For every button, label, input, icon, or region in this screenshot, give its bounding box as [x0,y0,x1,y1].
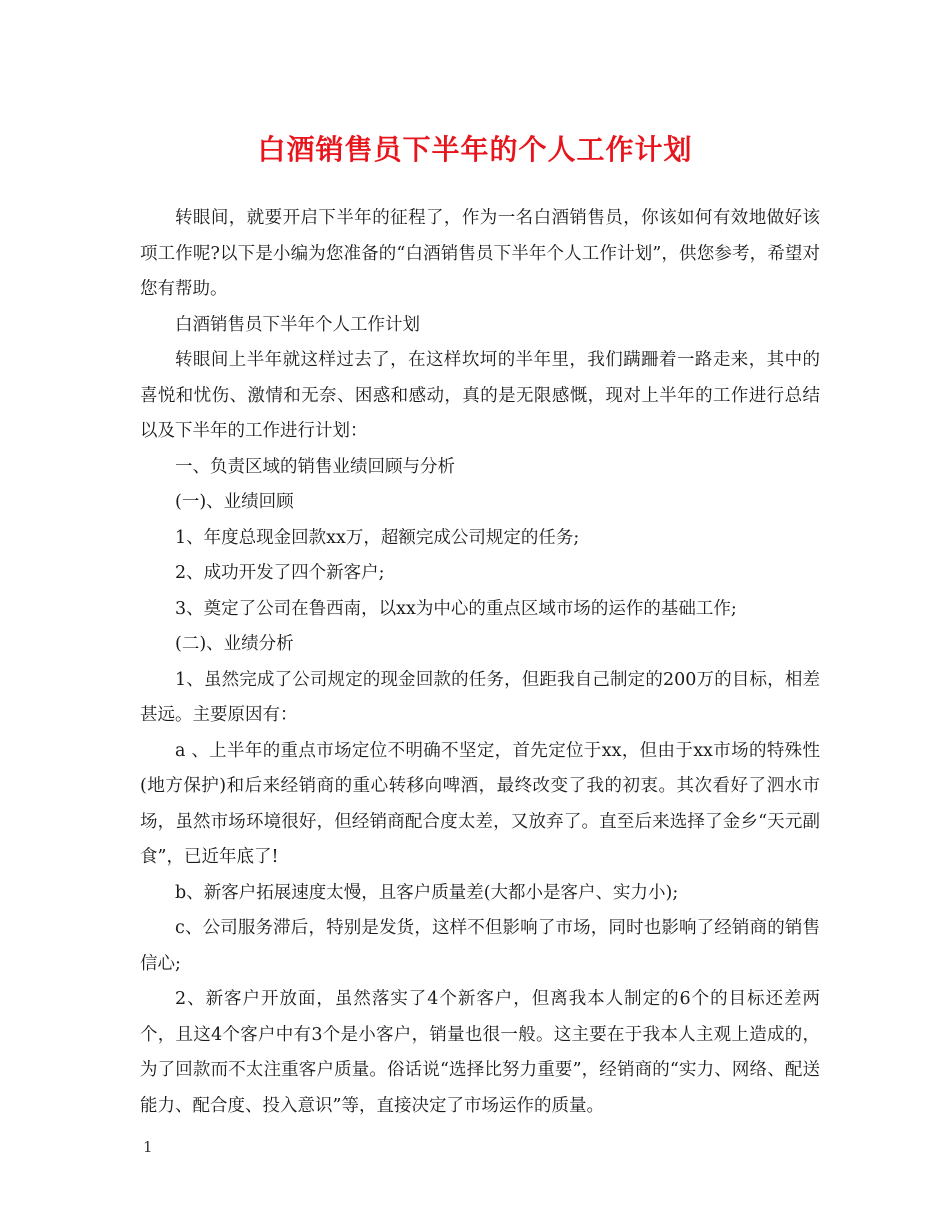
paragraph-opening: 转眼间上半年就这样过去了，在这样坎坷的半年里，我们蹒跚着一路走来，其中的喜悦和忧伤、激情和无奈、困惑和感动，真的是无限感慨，现对上半年的工作进行总结以及下半年的工作进行计划： [140,350,820,441]
subsection-heading-review: (一)、业绩回顾 [175,492,294,512]
subsection-heading-analysis: (二)、业绩分析 [175,634,294,654]
list-item: b、新客户拓展速度太慢，且客户质量差(大都小是客户、实力小); [175,882,679,903]
list-item: 3、奠定了公司在鲁西南，以xx为中心的重点区域市场的运作的基础工作; [175,598,737,619]
list-item: 1、虽然完成了公司规定的现金回款的任务，但距我自己制定的200万的目标，相差甚远。主要原因有： [140,669,820,725]
list-item: a 、上半年的重点市场定位不明确不坚定，首先定位于xx，但由于xx市场的特殊性(地方保护)和后来经销商的重心转移向啤酒，最终改变了我的初衷。其次看好了泗水市场，虽然市场环境很好，但经销商配合度太差，又放弃了。直至后来选择了金乡“天元副食”，已近年底了! [140,740,820,867]
paragraph-subtitle: 白酒销售员下半年个人工作计划 [175,314,420,335]
list-item: c、公司服务滞后，特别是发货，这样不但影响了市场，同时也影响了经销商的销售信心; [140,918,820,974]
document-title: 白酒销售员下半年的个人工作计划 [257,133,693,166]
list-item: 2、成功开发了四个新客户; [175,563,385,583]
list-item: 2、新客户开放面，虽然落实了4个新客户，但离我本人制定的6个的目标还差两个，且这4个客户中有3个是小客户，销量也很一般。这主要在于我本人主观上造成的，为了回款而不太注重客户质量。俗话说“选择比努力重要”，经销商的“实力、网络、配送能力、配合度、投入意识”等，直接决定了市场运作的质量。 [140,989,820,1116]
document-body [140,201,820,1124]
list-item: 1、年度总现金回款xx万，超额完成公司规定的任务; [175,527,580,548]
paragraph-intro: 转眼间，就要开启下半年的征程了，作为一名白酒销售员，你该如何有效地做好该项工作呢?以下是小编为您准备的“白酒销售员下半年个人工作计划”，供您参考，希望对您有帮助。 [140,208,820,299]
section-heading-1: 一、负责区域的销售业绩回顾与分析 [175,456,455,477]
page-number: 1 [143,1138,153,1156]
